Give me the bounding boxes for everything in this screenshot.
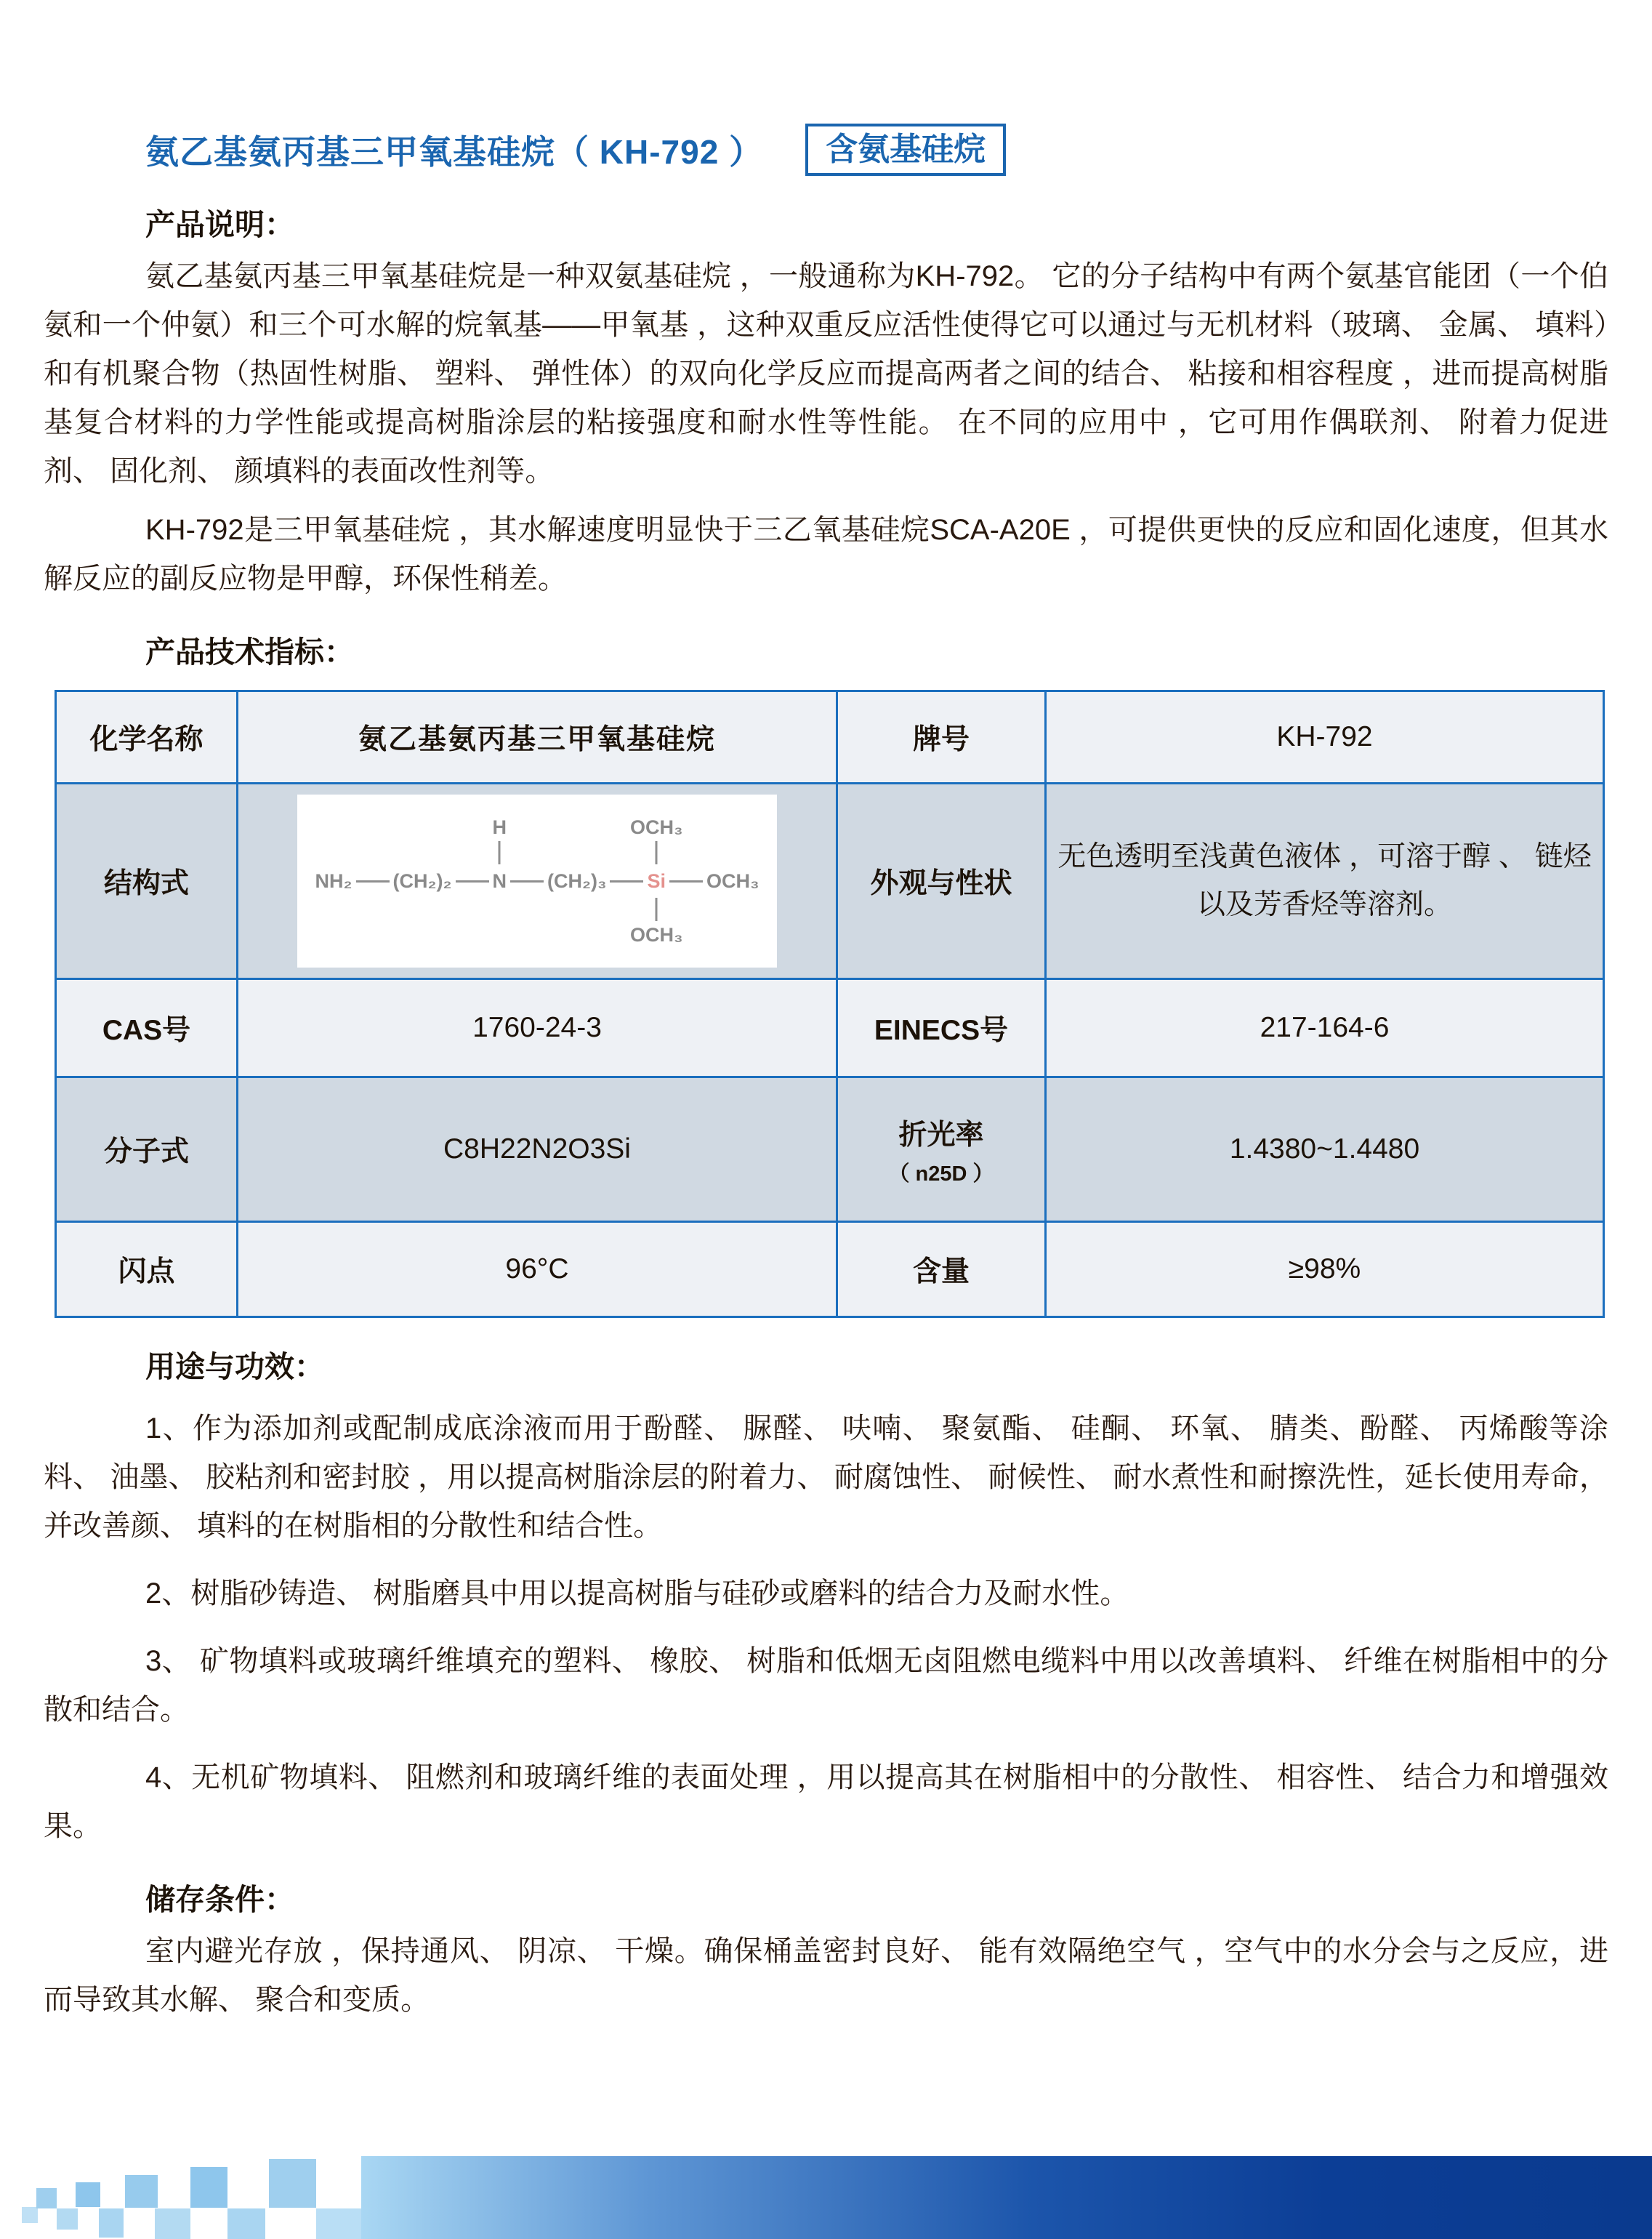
usage-heading: 用途与功效： (145, 1350, 324, 1383)
usage-item-1: 1、作为添加剂或配制成底涂液而用于酚醛、 脲醛、 呋喃、 聚氨酯、 硅酮、 环氧、 腈类、酚醛、 丙烯酸等涂料、 油墨、 胶粘剂和密封胶 ，用以提高树脂涂层的附着力、 耐腐蚀性、 耐候性、 耐水煮性和耐擦洗性，延长使用寿命，并改善颜、 填料的在树脂相的分散性和结合性。 (44, 1412, 1608, 1542)
appearance-value: 无色透明至浅黄色液体 ，可溶于醇 、 链烃以及芳香烃等溶剂。 (1046, 784, 1604, 979)
atom-si-text: Si (647, 870, 666, 892)
refractive-index-note: （ n25D ） (888, 1162, 994, 1186)
technical-spec-heading: 产品技术指标： (145, 635, 354, 669)
deco-square (57, 2208, 78, 2230)
refractive-index-label (837, 1077, 1046, 1222)
table-row-flashpoint (56, 1222, 1604, 1317)
bond (356, 880, 390, 883)
usage-item-3: 3、 矿物填料或玻璃纤维填充的塑料、 橡胶、 树脂和低烟无卤阻燃电缆料中用以改善填料、 纤维在树脂相中的分散和结合。 (44, 1645, 1608, 1726)
cas-value: 1760-24-3 (238, 979, 837, 1077)
atom-ch2-2: (CH₂)₂ (392, 870, 452, 892)
refractive-index-value: 1.4380~1.4480 (1046, 1077, 1604, 1222)
flash-point-label: 闪点 (56, 1222, 238, 1317)
structure-label: 结构式 (56, 784, 238, 979)
storage-text: 室内避光存放 ，保持通风、 阴凉、 干燥。确保桶盖密封良好、 能有效隔绝空气 ，空气中的水分会与之反应，进而导致其水解、 聚合和变质。 (44, 1935, 1608, 2016)
amino-silane-badge: 含氨基硅烷 (805, 124, 1006, 176)
cas-label: CAS号 (56, 979, 238, 1077)
atom-n-text: N (492, 870, 507, 892)
table-row-structure (56, 784, 1604, 979)
atom-ch2-3: (CH₂)₃ (547, 870, 607, 892)
bond (456, 880, 489, 883)
flash-point-value: 96°C (238, 1222, 837, 1317)
atom-och3-bottom: OCH₃ (629, 924, 683, 946)
usage-item-4: 4、无机矿物填料、 阻燃剂和玻璃纤维的表面处理 ，用以提高其在树脂相中的分散性、 相容性、 结合力和增强效果。 (44, 1761, 1608, 1842)
refractive-index-label-text: 折光率 (898, 1119, 984, 1151)
deco-square (36, 2188, 57, 2208)
brand-label: 牌号 (837, 691, 1046, 784)
structure-cell (238, 784, 837, 979)
bond-vertical (499, 841, 501, 864)
footer-gradient-band (361, 2156, 1652, 2239)
spec-table (55, 690, 1605, 1318)
bond (610, 880, 643, 883)
deco-square (125, 2175, 158, 2208)
einecs-label: EINECS号 (837, 979, 1046, 1077)
title-row (145, 124, 1608, 176)
product-description-heading: 产品说明： (145, 208, 294, 241)
atom-n (492, 816, 507, 892)
bond-vertical (656, 841, 658, 864)
deco-square (155, 2208, 190, 2239)
deco-square (227, 2208, 265, 2239)
atom-och3-top: OCH₃ (629, 816, 683, 838)
deco-square (99, 2208, 124, 2238)
bond-vertical (656, 898, 658, 921)
molecular-formula-value: C8H22N2O3Si (238, 1077, 837, 1222)
description-paragraph-1: 氨乙基氨丙基三甲氧基硅烷是一种双氨基硅烷 ，一般通称为KH-792。 它的分子结构中有两个氨基官能团（一个伯氨和一个仲氨）和三个可水解的烷氧基——甲氧基 ，这种双重反应活性使得它可以通过与无机材料（玻璃、 金属、 填料）和有机聚合物（热固性树脂、 塑料、 弹性体）的双向化学反应而提高两者之间的结合、 粘接和相容程度 ，进而提高树脂基复合材料的力学性能或提高树脂涂层的粘接强度和耐水性等性能。 在不同的应用中 ，它可用作偶联剂、 附着力促进剂、 固化剂、 颜填料的表面改性剂等。 (44, 260, 1608, 487)
table-row-formula (56, 1077, 1604, 1222)
appearance-label: 外观与性状 (837, 784, 1046, 979)
molecular-formula-label: 分子式 (56, 1077, 238, 1222)
chemical-name-label: 化学名称 (56, 691, 238, 784)
description-paragraph-2: KH-792是三甲氧基硅烷 ，其水解速度明显快于三乙氧基硅烷SCA-A20E ，可提供更快的反应和固化速度，但其水解反应的副反应物是甲醇，环保性稍差。 (44, 514, 1608, 595)
atom-si (629, 816, 683, 946)
deco-square (22, 2207, 38, 2223)
usage-item-2: 2、树脂砂铸造、 树脂磨具中用以提高树脂与硅砂或磨料的结合力及耐水性。 (145, 1577, 1129, 1609)
brand-value: KH-792 (1046, 691, 1604, 784)
storage-heading: 储存条件： (145, 1883, 294, 1916)
deco-square (269, 2159, 316, 2208)
bond (510, 880, 544, 883)
atom-nh2: NH₂ (315, 870, 352, 892)
bond (669, 880, 703, 883)
table-row-chemical-name (56, 691, 1604, 784)
deco-square (190, 2167, 227, 2208)
table-row-cas (56, 979, 1604, 1077)
page-title: 氨乙基氨丙基三甲氧基硅烷（ KH-792 ） (145, 133, 764, 171)
structure-formula (297, 795, 777, 968)
deco-square (316, 2208, 361, 2239)
atom-och3-right: OCH₃ (706, 870, 759, 892)
content-value: ≥98% (1046, 1222, 1604, 1317)
content-label: 含量 (837, 1222, 1046, 1317)
deco-square (76, 2182, 100, 2207)
structure-chain (315, 816, 759, 946)
atom-h: H (492, 816, 507, 838)
einecs-value: 217-164-6 (1046, 979, 1604, 1077)
chemical-name-value: 氨乙基氨丙基三甲氧基硅烷 (238, 691, 837, 784)
